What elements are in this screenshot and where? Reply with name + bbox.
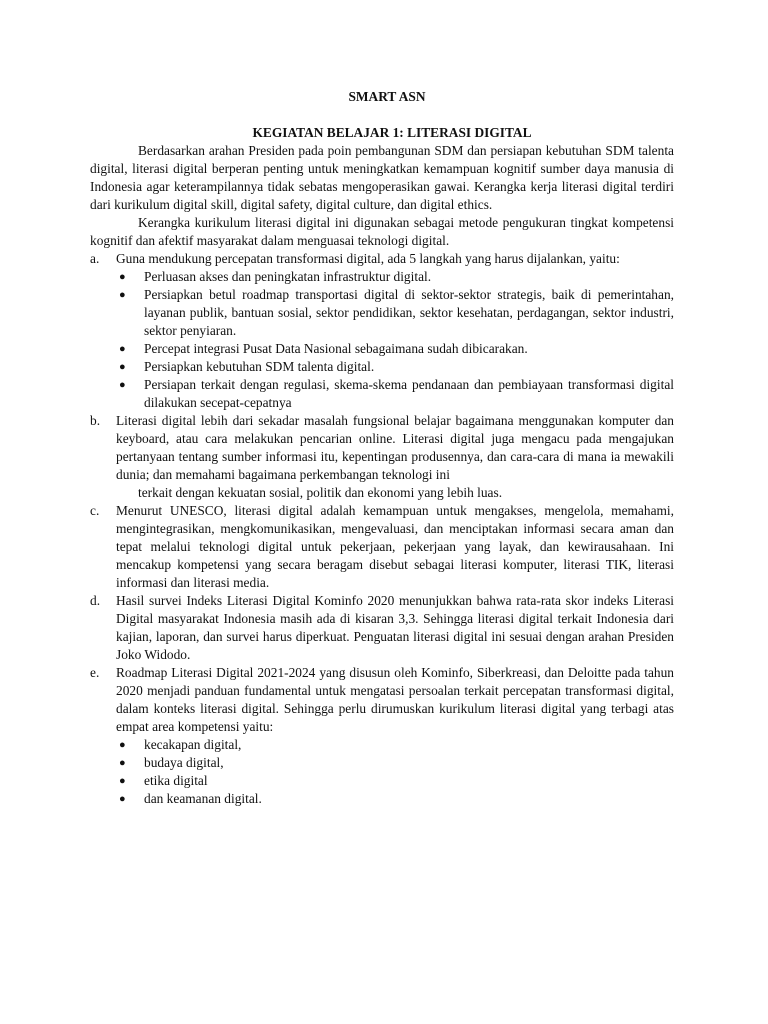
list-item-text: Roadmap Literasi Digital 2021-2024 yang disusun oleh Kominfo, Siberkreasi, dan Deloitte pada tahun 2020 menjadi panduan fundamental untuk mengatasi persoalan terkait percepatan transformasi digital, dalam konteks literasi digital. Sehingga perlu dirumuskan kurikulum literasi digital yang terbagi atas empat area kompetensi yaitu: — [116, 665, 674, 734]
paragraph-intro: Berdasarkan arahan Presiden pada poin pembangunan SDM dan persiapan kebutuhan SDM talenta digital, literasi digital berperan penting untuk meningkatkan kemampuan kognitif sumber daya manusia di Indonesia agar keterampilannya tidak sebatas mengoperasikan gawai. Kerangka kerja literasi digital terdiri dari kurikulum digital skill, digital safety, digital culture, dan digital ethics. — [90, 143, 674, 212]
list-item-c — [90, 502, 674, 592]
competency-bullet-list — [116, 736, 674, 808]
bullet-item — [116, 268, 674, 286]
bullet-text: etika digital — [144, 773, 208, 788]
doc-subtitle: KEGIATAN BELAJAR 1: LITERASI DIGITAL — [252, 125, 532, 140]
bullet-text: dan keamanan digital. — [144, 791, 262, 806]
list-marker: c. — [90, 503, 100, 518]
bullet-text: Persiapkan betul roadmap transportasi digital di sektor-sektor strategis, baik di pemerintahan, layanan publik, bantuan sosial, sektor pendidikan, sektor kesehatan, perdagangan, sektor industri, sektor penyiaran. — [144, 287, 674, 338]
list-item-text: Guna mendukung percepatan transformasi digital, ada 5 langkah yang harus dijalankan, yaitu: — [116, 251, 620, 266]
bullet-text: Persiapkan kebutuhan SDM talenta digital. — [144, 359, 375, 374]
lettered-list — [90, 250, 674, 808]
list-item-text: Menurut UNESCO, literasi digital adalah kemampuan untuk mengakses, mengelola, memahami, mengintegrasikan, mengkomunikasikan, mengevaluasi, dan menciptakan informasi secara aman dan tepat melalui teknologi digital untuk pekerjaan, pekerjaan yang layak, dan kewirausahaan. Ini mencakup kompetensi yang secara beragam disebut sebagai literasi komputer, literasi TIK, literasi informasi dan literasi media. — [116, 503, 674, 590]
list-item-d — [90, 592, 674, 664]
bullet-icon: ● — [119, 379, 126, 391]
bullet-text: budaya digital, — [144, 755, 224, 770]
bullet-item — [116, 340, 674, 358]
bullet-text: Percepat integrasi Pusat Data Nasional sebagaimana sudah dibicarakan. — [144, 341, 528, 356]
bullet-icon: ● — [119, 757, 126, 769]
list-item-a — [90, 250, 674, 412]
bullet-item — [116, 772, 674, 790]
bullet-item — [116, 358, 674, 376]
list-marker: e. — [90, 665, 100, 680]
bullet-icon: ● — [119, 343, 126, 355]
bullet-item — [116, 790, 674, 808]
list-item-continuation: terkait dengan kekuatan sosial, politik dan ekonomi yang lebih luas. — [138, 485, 503, 500]
bullet-item — [116, 754, 674, 772]
bullet-icon: ● — [119, 793, 126, 805]
bullet-text: Perluasan akses dan peningkatan infrastruktur digital. — [144, 269, 432, 284]
list-item-text: Hasil survei Indeks Literasi Digital Kominfo 2020 menunjukkan bahwa rata-rata skor indeks Literasi Digital masyarakat Indonesia masih ada di kisaran 3,3. Sehingga literasi digital terkait Indonesia dari kajian, laporan, dan survei harus diperkuat. Penguatan literasi digital ini sesuai dengan arahan Presiden Joko Widodo. — [116, 593, 674, 662]
bullet-text: kecakapan digital, — [144, 737, 242, 752]
list-marker: d. — [90, 593, 101, 608]
bullet-icon: ● — [119, 775, 126, 787]
list-item-e — [90, 664, 674, 808]
list-marker: b. — [90, 413, 101, 428]
doc-title: SMART ASN — [348, 89, 426, 104]
bullet-icon: ● — [119, 289, 126, 301]
bullet-item — [116, 286, 674, 340]
bullet-item — [116, 376, 674, 412]
bullet-icon: ● — [119, 361, 126, 373]
bullet-icon: ● — [119, 271, 126, 283]
paragraph-curriculum: Kerangka kurikulum literasi digital ini digunakan sebagai metode pengukuran tingkat kompetensi kognitif dan afektif masyarakat dalam menguasai teknologi digital. — [90, 215, 674, 248]
bullet-icon: ● — [119, 739, 126, 751]
list-item-text: Literasi digital lebih dari sekadar masalah fungsional belajar bagaimana menggunakan komputer dan keyboard, atau cara melakukan pencarian online. Literasi digital juga mengacu pada mengajukan pertanyaan tentang sumber informasi itu, kepentingan produsennya, dan cara-cara di mana ia mewakili dunia; dan memahami bagaimana perkembangan teknologi ini — [116, 413, 674, 482]
bullet-text: Persiapan terkait dengan regulasi, skema-skema pendanaan dan pembiayaan transformasi digital dilakukan secepat-cepatnya — [144, 377, 674, 410]
document-body — [90, 88, 674, 808]
steps-bullet-list — [116, 268, 674, 412]
bullet-item — [116, 736, 674, 754]
list-item-b — [90, 412, 674, 502]
list-marker: a. — [90, 251, 100, 266]
